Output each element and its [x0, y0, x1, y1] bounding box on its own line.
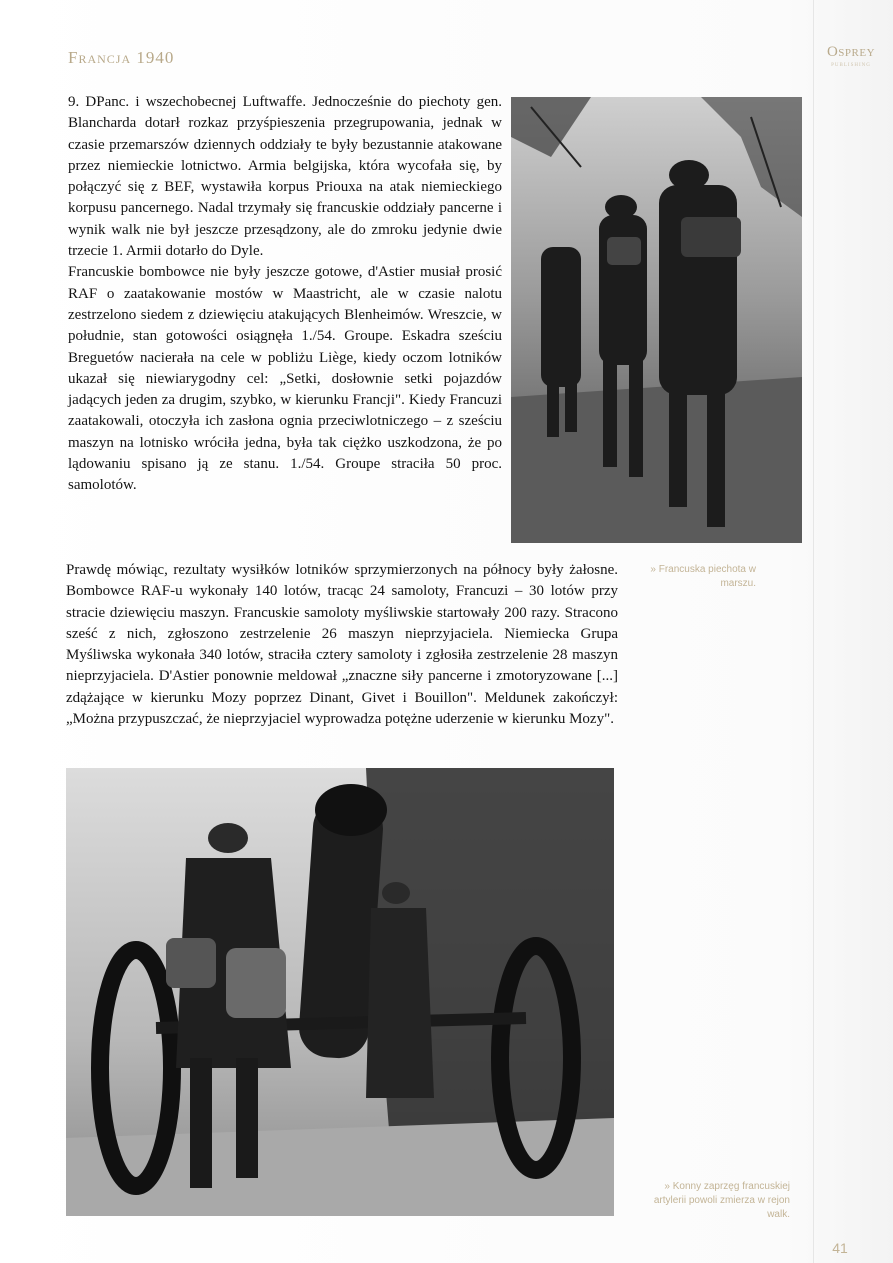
photo-caption-top: » Francuska piechota w marszu.: [650, 564, 756, 589]
publisher-sub: PUBLISHING: [831, 63, 871, 68]
body-text-wide: [66, 560, 618, 730]
paragraph: Francuskie bombowce nie były jeszcze gotowe, d'Astier musiał prosić RAF o zaatakowanie mostów w Maastricht, ale w czasie nalotu zestrzelono siedem z dziewięciu atakujących Blenheimów. Wreszcie, w południe, stan gotowości osiągnęła 1./54. Groupe. Eskadra sześciu Breguetów nacierała na cele w pobliżu Liège, kiedy oczom lotników ukazał się niewiarygodny cel: „Setki, dosłownie setki pojazdów jadących jeden za drugim, szybko, w kierunku Francji". Kiedy Francuzi zaatakowali, otoczyła ich zasłona ognia przeciwlotniczego – z sześciu maszyn na lotnisko wróciła jedna, była tak ciężko uszkodzona, że po lądowaniu spisano ją ze stanu. 1./54. Groupe straciła 50 proc. samolotów.: [68, 264, 502, 494]
artillery-photo: [66, 768, 614, 1216]
photo-caption-bottom: » Konny zaprzęg francuskiej artylerii powoli zmierza w rejon walk.: [653, 1181, 790, 1220]
publisher-logo: [820, 44, 882, 68]
running-header: Francja 1940: [68, 48, 175, 67]
paragraph: Prawdę mówiąc, rezultaty wysiłków lotników sprzymierzonych na północy były żałosne. Bombowce RAF-u wykonały 140 lotów, tracąc 24 samoloty, Francuzi – 30 lotów przy stracie dziewięciu maszyn. Francuskie samoloty myśliwskie startowały 200 razy. Stracono sześć z nich, zgłoszono zestrzelenie 26 maszyn nieprzyjaciela. Niemiecka Grupa Myśliwska wykonała 340 lotów, straciła cztery samoloty i zgłosiła zestrzelenie 28 maszyn nieprzyjaciela. D'Astier ponownie meldował „znaczne siły pancerne i zmotoryzowane [...] zdążające w kierunku Mozy poprzez Dinant, Givet i Bouillon". Meldunek zakończył: „Można przypuszczać, że nieprzyjaciel wyprowadza potężne uderzenie w kierunku Mozy".: [66, 562, 618, 728]
page-number: 41: [832, 1240, 848, 1256]
body-text-narrow: [68, 92, 502, 497]
infantry-photo: [511, 97, 802, 543]
paragraph: 9. DPanc. i wszechobecnej Luftwaffe. Jednocześnie do piechoty gen. Blancharda dotarł rozkaz przyśpieszenia przegrupowania, jednak w czasie przemarszów dziennych oddziały te były bezustannie atakowane przez niemieckie lotnictwo. Armia belgijska, która wycofała się, by połączyć się z BEF, wystawiła korpus Priouxa na atak niemieckiego korpusu pancernego. Nadal trzymały się francuskie oddziały pancerne i wynik walk nie był jeszcze przesądzony, ale do zmroku jedynie dwie trzecie 1. Armii dotarło do Dyle.: [68, 94, 502, 260]
margin-rule: [813, 0, 814, 1263]
publisher-name: Osprey: [826, 44, 876, 60]
